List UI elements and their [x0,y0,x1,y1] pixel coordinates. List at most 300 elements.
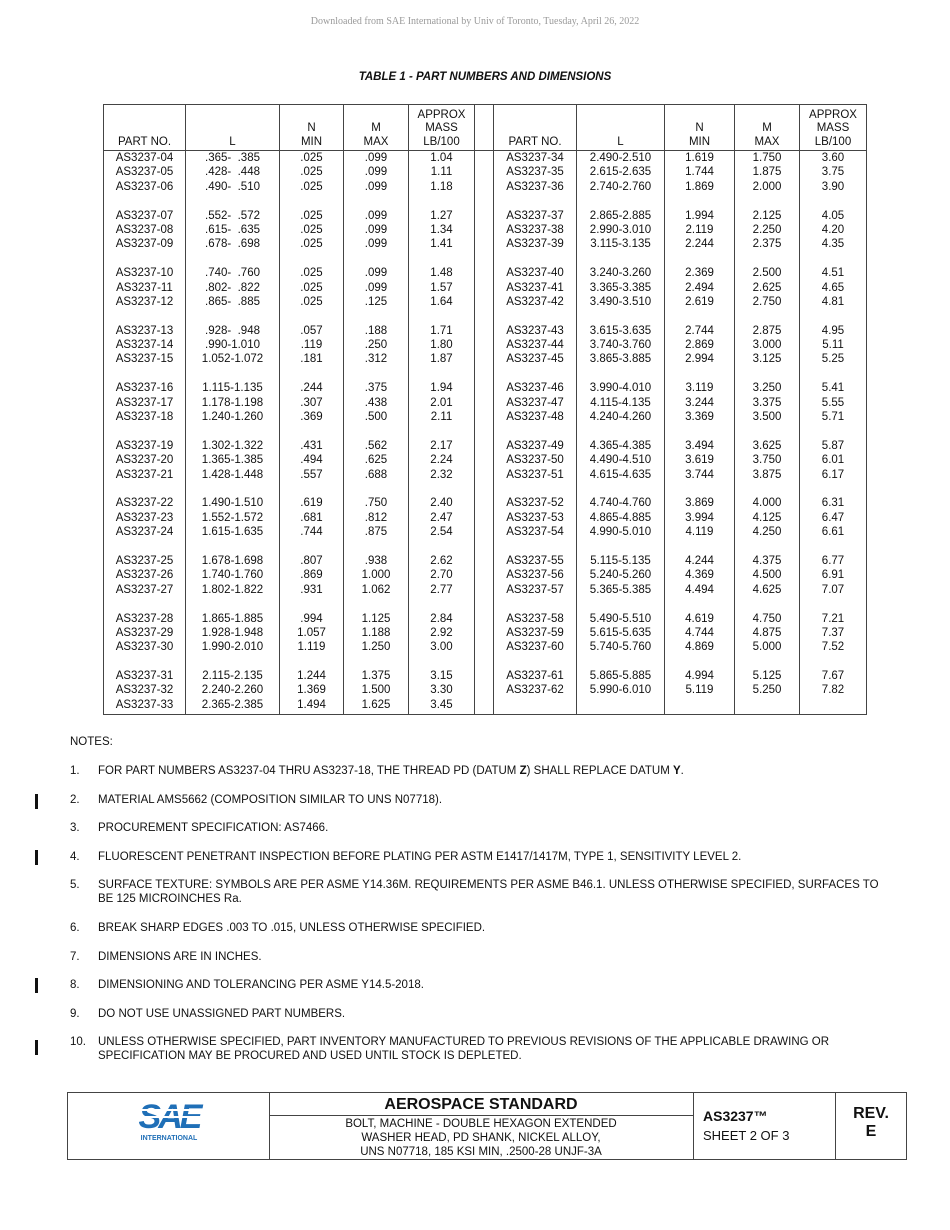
table-cell: .438 [364,396,388,409]
part-number-cell: AS3237-17 [115,396,174,409]
table-cell: 7.07 [821,583,845,596]
table-cell: 1.119 [297,641,326,654]
table-cell: 1.18 [430,180,453,193]
part-number-cell: AS3237-15 [115,353,174,366]
table-cell: 4.115-4.135 [590,396,651,409]
table-cell: .812 [364,511,388,524]
table-cell: 3.994 [685,511,714,524]
table-cell: 3.494 [685,439,714,452]
part-number-cell: AS3237-56 [506,569,564,582]
table-cell: .365- .385 [205,152,260,164]
document-number-cell [694,1093,836,1159]
col-spacer [475,151,494,715]
table-cell: 1.552-1.572 [201,511,264,524]
table-cell: .681 [300,511,323,524]
part-number-cell: AS3237-11 [116,281,173,294]
sheet-number: SHEET 2 OF 3 [703,1128,790,1143]
table-cell: 5.990-6.010 [589,684,652,697]
table-cell: 5.115-5.135 [590,554,651,567]
part-number-cell: AS3237-54 [506,526,564,539]
col-n-right [665,151,735,715]
table-cell: .931 [300,583,323,596]
title-cell [269,1093,694,1159]
header-l: L [186,105,280,151]
part-number-cell: AS3237-29 [115,626,174,639]
part-number-cell: AS3237-50 [506,454,564,467]
table-cell: .025 [300,209,323,222]
table-cell: .875 [364,526,388,539]
table-cell: .188 [364,324,388,337]
table-cell: .494 [300,454,323,467]
table-cell: .869 [300,569,323,582]
part-number-cell: AS3237-46 [506,382,564,395]
table-cell: 3.500 [752,411,782,424]
table-cell: .025 [300,223,323,236]
table-cell: 1.34 [430,223,453,236]
table-cell: 3.869 [685,497,714,510]
part-number-cell: AS3237-43 [506,324,564,337]
table-cell: 2.32 [430,468,453,481]
note-number: 7. [70,951,80,963]
table-cell: .865- .885 [205,295,260,308]
table-cell: 6.61 [821,526,845,539]
table-cell: .181 [300,353,323,366]
col-part-no-right [494,151,577,715]
part-number-cell: AS3237-49 [506,439,564,452]
table-cell: .928- .948 [205,324,260,337]
notes-heading: NOTES: [70,736,113,748]
part-number-cell: AS3237-32 [115,684,174,697]
table-cell: 4.95 [821,324,845,337]
part-description: BOLT, MACHINE - DOUBLE HEXAGON EXTENDED WASHER HEAD, PD SHANK, NICKEL ALLOY, UNS N07718, 185 KSI MIN, .2500-28 UNJF-3A [345,1118,617,1158]
col-part-no-left [104,151,186,715]
table-cell: 2.240-2.260 [201,684,264,697]
part-number-cell: AS3237-07 [115,209,174,222]
table-cell: 4.369 [685,569,714,582]
table-cell: 1.244 [297,670,326,683]
part-number-cell: AS3237-20 [115,454,174,467]
download-notice: Downloaded from SAE International by Univ of Toronto, Tuesday, April 26, 2022 [310,16,640,27]
table-cell: 3.365-3.385 [589,281,652,294]
table-cell: .750 [364,497,388,510]
table-cell: 3.375 [752,396,782,409]
table-cell: .099 [364,152,388,164]
table-cell: 2.994 [685,353,714,366]
part-number-cell: AS3237-08 [115,223,174,236]
table-cell: 1.71 [430,324,453,337]
header-spacer [475,105,494,151]
table-cell: 2.62 [430,554,453,567]
table-cell: 6.31 [821,497,845,510]
table-cell: .678- .698 [205,238,260,251]
table-cell: 4.365-4.385 [589,439,652,452]
table-cell: 1.802-1.822 [201,583,264,596]
table-cell: 3.625 [752,439,782,452]
header-n: N MIN [280,105,344,151]
part-number-cell: AS3237-38 [506,223,564,236]
table-cell: 1.057 [297,626,326,639]
part-number-cell: AS3237-31 [115,670,174,683]
table-cell: 5.000 [752,641,782,654]
table-cell: 4.494 [685,583,714,596]
table-cell: 2.47 [430,511,453,524]
table-cell: 5.25 [821,353,845,366]
header-mass: APPROX MASS LB/100 [409,105,475,151]
table-cell: 4.615-4.635 [589,468,652,481]
table-cell: 2.11 [430,411,453,424]
table-cell: 4.625 [752,583,782,596]
part-number-cell: AS3237-51 [506,468,564,481]
table-cell: .557 [300,468,323,481]
table-cell: 3.00 [430,641,453,654]
part-number-cell: AS3237-19 [115,439,174,452]
table-cell: 2.54 [430,526,453,539]
table-cell: 4.875 [752,626,782,639]
table-cell: .562 [364,439,388,452]
table-cell: 5.119 [685,684,714,697]
part-number-cell: AS3237-48 [506,411,564,424]
part-number-cell: AS3237-27 [115,583,174,596]
table-cell: 2.875 [752,324,782,337]
table-cell: 4.869 [685,641,714,654]
table-cell: .807 [300,554,323,567]
table-cell: 1.178-1.198 [201,396,264,409]
table-cell: 3.250 [752,382,782,395]
table-cell: .099 [364,281,388,294]
logo-cell [68,1093,270,1159]
table-cell: 3.240-3.260 [589,267,652,280]
table-cell: .615- .635 [205,223,260,236]
table-cell: 3.75 [821,166,845,179]
part-number-cell: AS3237-04 [115,152,174,164]
part-number-cell: AS3237-12 [115,295,174,308]
table-cell: 1.052-1.072 [201,353,264,366]
table-cell: .369 [300,411,323,424]
table-cell: 4.375 [752,554,782,567]
table-cell: 2.869 [685,339,714,352]
table-cell: 4.865-4.885 [589,511,652,524]
table-cell: 5.865-5.885 [589,670,652,683]
table-cell: .025 [300,180,323,193]
table-cell: 1.41 [430,238,453,251]
table-cell: .025 [300,295,323,308]
table-cell: 4.51 [821,267,845,280]
table-cell: 4.20 [821,223,845,236]
table-cell: 1.80 [430,339,453,352]
table-body-row [104,151,867,715]
header-m-right: M MAX [735,105,800,151]
part-number-cell: AS3237-14 [115,339,174,352]
header-m: M MAX [344,105,409,151]
table-cell: .099 [364,180,388,193]
table-cell: 1.48 [430,267,453,280]
document-number: AS3237™ [703,1108,768,1124]
table-cell: 2.375 [752,238,782,251]
table-cell: 1.125 [361,612,391,625]
note-number: 9. [70,1008,80,1020]
table-cell: 3.740-3.760 [589,339,652,352]
table-cell: 1.062 [361,583,391,596]
table-cell: 2.750 [752,295,782,308]
table-cell: 2.244 [685,238,714,251]
note-text: FLUORESCENT PENETRANT INSPECTION BEFORE PLATING PER ASTM E1417/1417M, TYPE 1, SENSITIVITY LEVEL 2. [98,851,742,863]
table-cell: 3.125 [752,353,782,366]
table-cell: 4.35 [821,238,845,251]
table-cell: 1.619 [685,152,714,164]
part-number-cell: AS3237-60 [506,641,564,654]
col-m-left [344,151,409,715]
part-number-cell: AS3237-53 [506,511,564,524]
table-cell: .431 [300,439,323,452]
table-cell: 1.678-1.698 [201,554,264,567]
table-cell: .994 [300,612,323,625]
table-cell: 4.500 [752,569,782,582]
table-cell: 2.01 [430,396,453,409]
table-cell: 2.500 [752,267,782,280]
revision-cell [836,1093,906,1159]
revision-bar [35,794,38,809]
table-cell: 1.87 [430,353,453,366]
logo-text: SAE [138,1098,200,1136]
table-cell: .025 [300,281,323,294]
note-number: 10. [70,1036,86,1048]
part-number-cell: AS3237-61 [506,670,564,683]
table-cell: 7.67 [821,670,845,683]
table-cell: 2.119 [685,223,714,236]
table-cell: 4.744 [685,626,714,639]
part-number-cell: AS3237-62 [506,684,564,697]
table-cell: .025 [300,166,323,179]
part-number-cell: AS3237-16 [115,382,174,395]
table-cell: 2.744 [685,324,714,337]
table-cell: .490- .510 [205,180,260,193]
part-number-cell: AS3237-18 [115,411,174,424]
table-cell: 3.60 [821,152,845,164]
table-cell: 4.000 [752,497,782,510]
table-cell: 4.244 [685,554,714,567]
table-cell: .025 [300,152,323,164]
table-cell: 2.740-2.760 [589,180,652,193]
part-number-cell: AS3237-52 [506,497,564,510]
table-cell: .099 [364,223,388,236]
table-cell: 1.369 [297,684,326,697]
table-cell: 1.000 [361,569,391,582]
table-cell: 1.744 [685,166,714,179]
table-cell: .744 [300,526,323,539]
part-number-cell: AS3237-40 [506,267,564,280]
table-cell: 1.188 [361,626,391,639]
table-cell: 3.244 [685,396,714,409]
part-number-cell: AS3237-24 [115,526,174,539]
logo-subtext: INTERNATIONAL [140,1135,198,1142]
table-cell: 4.750 [752,612,782,625]
note-text: UNLESS OTHERWISE SPECIFIED, PART INVENTORY MANUFACTURED TO PREVIOUS REVISIONS OF THE APPLICABLE DRAWING OR SPECIFICATION MAY BE PROCURED AND USED UNTIL STOCK IS DEPLETED. [98,1036,830,1062]
table-cell: 1.750 [752,152,782,164]
parts-table [103,104,867,715]
table-cell: 4.05 [821,209,845,222]
table-cell: .025 [300,238,323,251]
table-cell: 3.490-3.510 [589,295,652,308]
table-cell: 6.17 [821,468,845,481]
table-cell: 1.64 [430,295,453,308]
revision-label: REV. [853,1105,889,1122]
note-number: 1. [70,765,80,777]
table-cell: .552- .572 [205,209,260,222]
note-text: DIMENSIONING AND TOLERANCING PER ASME Y14.5-2018. [98,979,424,991]
col-l-right [577,151,665,715]
table-cell: 5.250 [752,684,782,697]
part-number-cell: AS3237-33 [115,698,174,711]
table-cell: .688 [364,468,388,481]
table-cell: 1.740-1.760 [201,569,264,582]
note-number: 4. [70,851,80,863]
table-cell: 2.250 [752,223,782,236]
table-cell: 1.302-1.322 [201,439,264,452]
table-cell: 6.91 [821,569,845,582]
part-number-cell: AS3237-36 [506,180,564,193]
part-number-cell: AS3237-28 [115,612,174,625]
part-number-cell: AS3237-23 [115,511,174,524]
table-cell: 4.994 [685,670,714,683]
header-n-right: N MIN [665,105,735,151]
note-text: FOR PART NUMBERS AS3237-04 THRU AS3237-18, THE THREAD PD (DATUM Z) SHALL REPLACE DATUM Y. [98,765,684,777]
part-number-cell: AS3237-57 [506,583,564,596]
note-number: 6. [70,922,80,934]
table-cell: 7.52 [821,641,845,654]
col-n-left [280,151,344,715]
table-cell: 1.625 [361,698,391,711]
part-number-cell: AS3237-21 [115,468,174,481]
table-cell: 1.428-1.448 [201,468,264,481]
part-number-cell: AS3237-25 [115,554,174,567]
table-cell: 3.000 [752,339,782,352]
table-cell: 1.928-1.948 [201,626,264,639]
table-cell: 4.490-4.510 [589,454,652,467]
part-number-cell: AS3237-26 [115,569,174,582]
table-cell: 2.115-2.135 [202,670,263,683]
part-number-cell: AS3237-39 [506,238,564,251]
table-cell: 1.04 [430,152,453,164]
revision-bar [35,850,38,865]
table-cell: 2.625 [752,281,782,294]
part-number-cell: AS3237-47 [506,396,564,409]
part-number-cell: AS3237-59 [506,626,564,639]
table-cell: .250 [364,339,388,352]
part-number-cell: AS3237-13 [115,324,174,337]
table-cell: 2.92 [430,626,453,639]
table-cell: .099 [364,166,388,179]
col-mass-left [409,151,475,715]
table-cell: .099 [364,238,388,251]
table-cell: 6.47 [821,511,845,524]
table-cell: .244 [300,382,323,395]
revision-bar [35,1040,38,1055]
header-mass-right: APPROX MASS LB/100 [800,105,867,151]
table-cell: 6.01 [821,454,845,467]
table-cell: 1.490-1.510 [201,497,264,510]
title-block [67,1092,907,1160]
table-cell: 2.77 [430,583,453,596]
table-cell: .990-1.010 [205,339,260,352]
table-cell: 5.365-5.385 [589,583,652,596]
note-number: 3. [70,822,80,834]
table-cell: 1.250 [361,641,391,654]
table-cell: 1.115-1.135 [202,382,263,395]
table-cell: 3.615-3.635 [589,324,652,337]
note-text: SURFACE TEXTURE: SYMBOLS ARE PER ASME Y14.36M. REQUIREMENTS PER ASME B46.1. UNLESS OTHERWISE SPECIFIED, SURFACES TO BE 125 MICROINCHES Ra. [98,879,879,905]
table-cell: 2.000 [752,180,782,193]
part-number-cell: AS3237-58 [506,612,564,625]
col-mass-right [800,151,867,715]
table-cell: .619 [300,497,323,510]
table-cell: 4.619 [685,612,714,625]
table-cell: 7.21 [821,612,845,625]
table-cell: 3.15 [430,670,453,683]
sae-logo-icon [68,1093,269,1159]
part-number-cell: AS3237-09 [115,238,174,251]
table-cell: .375 [364,382,388,395]
revision-bar [35,978,38,993]
table-cell: 3.865-3.885 [589,353,652,366]
table-cell: 7.82 [821,684,845,697]
table-cell: 1.865-1.885 [201,612,264,625]
table-cell: 5.615-5.635 [589,626,652,639]
table-cell: 1.27 [430,209,453,222]
part-number-cell: AS3237-42 [506,295,564,308]
table-cell: .802- .822 [205,281,260,294]
table-cell: 3.744 [685,468,714,481]
table-cell: 1.11 [430,166,453,179]
table-cell: 4.81 [821,295,845,308]
header-part-no-right: PART NO. [494,105,577,151]
table-cell: 5.71 [821,411,845,424]
table-cell: 1.875 [752,166,782,179]
table-cell: .125 [364,295,388,308]
table-cell: .307 [300,396,323,409]
table-cell: 2.619 [685,295,714,308]
table-cell: 5.87 [821,439,845,452]
revision-letter: E [865,1123,877,1140]
table-cell: 3.369 [685,411,714,424]
table-cell: .500 [364,411,388,424]
note-text: DO NOT USE UNASSIGNED PART NUMBERS. [98,1008,346,1020]
table-cell: 3.30 [430,684,453,697]
table-cell: 1.994 [685,209,714,222]
table-cell: .099 [364,267,388,280]
table-cell: 1.57 [430,281,453,294]
table-cell: 3.90 [821,180,845,193]
table-cell: 2.17 [430,439,453,452]
part-number-cell: AS3237-10 [115,267,174,280]
part-number-cell: AS3237-37 [506,209,564,222]
table-cell: 5.740-5.760 [589,641,652,654]
note-number: 5. [70,879,80,891]
part-number-cell: AS3237-34 [506,152,564,164]
table-cell: 2.125 [752,209,782,222]
table-cell: .099 [364,209,388,222]
part-number-cell: AS3237-55 [506,554,564,567]
table-cell: 7.37 [821,626,845,639]
table-cell: 3.119 [685,382,714,395]
table-cell: 3.875 [752,468,782,481]
note-number: 8. [70,979,80,991]
table-cell: 4.125 [752,511,782,524]
note-text: BREAK SHARP EDGES .003 TO .015, UNLESS OTHERWISE SPECIFIED. [98,922,486,934]
table-cell: .057 [300,324,323,337]
table-cell: 4.990-5.010 [589,526,652,539]
table-cell: 2.990-3.010 [589,223,652,236]
table-cell: 2.865-2.885 [589,209,652,222]
